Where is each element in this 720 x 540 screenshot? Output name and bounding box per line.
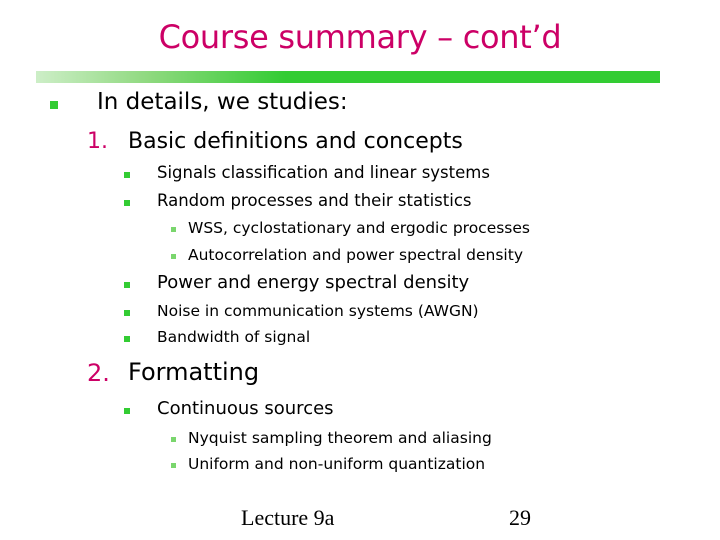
bullet-marker bbox=[124, 282, 130, 288]
top-bullet-text: In details, we studies: bbox=[97, 89, 348, 115]
bullet-marker bbox=[124, 336, 130, 342]
list-item: Noise in communication systems (AWGN) bbox=[157, 302, 479, 320]
bullet-marker bbox=[171, 227, 176, 232]
bullet-marker bbox=[50, 101, 58, 109]
title-divider bbox=[36, 71, 660, 83]
page-number: 29 bbox=[509, 505, 531, 530]
list-subitem: WSS, cyclostationary and ergodic processes bbox=[188, 219, 530, 237]
bullet-marker bbox=[171, 463, 176, 468]
bullet-marker bbox=[124, 310, 130, 316]
bullet-marker bbox=[124, 408, 130, 414]
section-2-number: 2. bbox=[87, 359, 110, 387]
section-1-number: 1. bbox=[87, 129, 108, 154]
bullet-marker bbox=[124, 200, 130, 206]
list-item: Signals classification and linear systems bbox=[157, 163, 490, 182]
bullet-marker bbox=[171, 437, 176, 442]
list-item: Continuous sources bbox=[157, 398, 334, 419]
list-subitem: Autocorrelation and power spectral density bbox=[188, 246, 523, 264]
list-subitem: Nyquist sampling theorem and aliasing bbox=[188, 429, 492, 447]
list-item: Power and energy spectral density bbox=[157, 272, 470, 293]
bullet-marker bbox=[124, 172, 130, 178]
section-1-heading: Basic definitions and concepts bbox=[128, 129, 463, 154]
bullet-marker bbox=[171, 254, 176, 259]
list-item: Random processes and their statistics bbox=[157, 191, 472, 210]
section-2-heading: Formatting bbox=[128, 358, 260, 386]
list-item: Bandwidth of signal bbox=[157, 328, 311, 346]
footer-lecture: Lecture 9a bbox=[241, 505, 335, 530]
list-subitem: Uniform and non-uniform quantization bbox=[188, 455, 486, 473]
slide-title: Course summary – cont’d bbox=[158, 18, 562, 56]
